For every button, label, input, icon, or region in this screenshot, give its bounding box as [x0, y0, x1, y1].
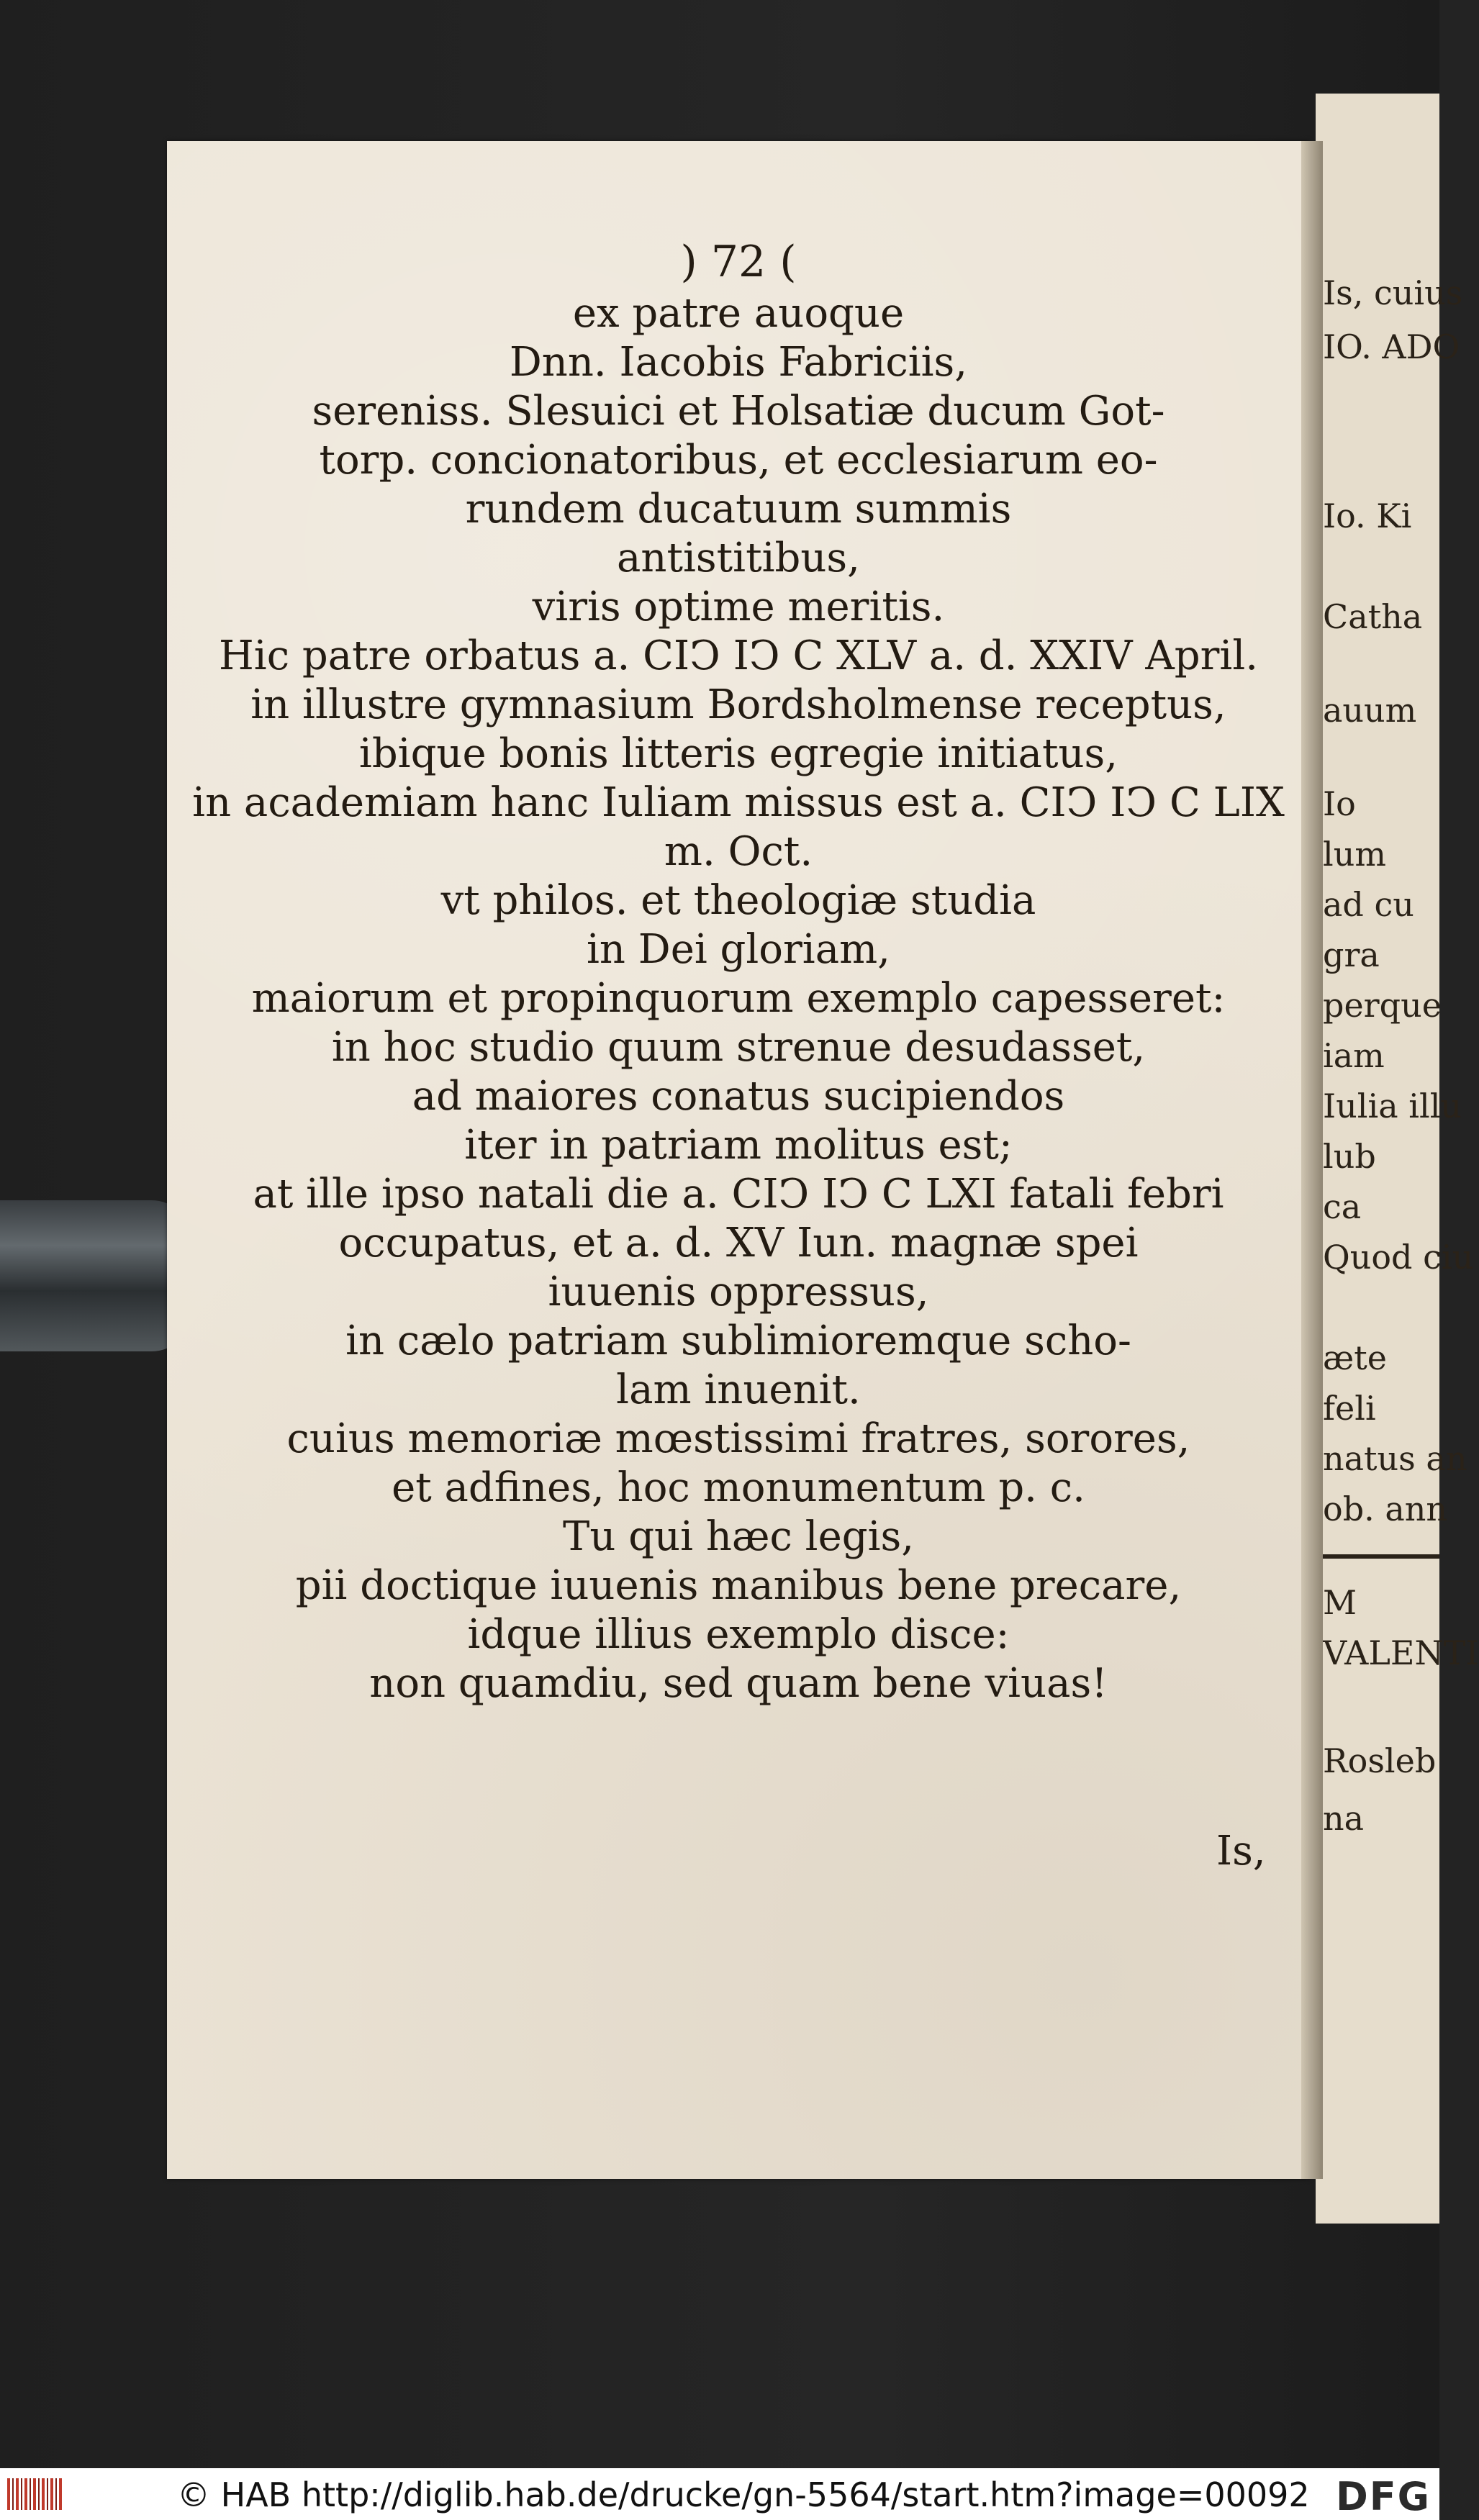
dfg-logo: DFG — [1335, 2474, 1431, 2519]
facing-page-fragment: Catha — [1323, 597, 1423, 636]
text-line: torp. concionatoribus, et ecclesiarum eo- — [319, 437, 1158, 484]
text-line: in hoc studio quum strenue desudasset, — [331, 1024, 1146, 1071]
text-line: sereniss. Slesuici et Holsatiæ ducum Got- — [312, 388, 1165, 435]
text-line: rundem ducatuum summis — [465, 486, 1012, 532]
facing-page-fragment: auum — [1323, 691, 1417, 730]
facing-page-fragment: Rosleb — [1323, 1741, 1437, 1780]
facing-page-fragment: feli — [1323, 1389, 1376, 1428]
barcode-logo-icon — [7, 2478, 62, 2510]
text-line: ex patre auoque — [572, 290, 905, 337]
text-line: non quamdiu, sed quam bene viuas! — [369, 1660, 1108, 1707]
facing-page — [1316, 94, 1479, 2224]
text-line: lam inuenit. — [616, 1366, 861, 1413]
facing-page-fragment: na — [1323, 1799, 1365, 1838]
footer-bar — [0, 2468, 1439, 2520]
text-line: cuius memoriæ mœstissimi fratres, sorores, — [286, 1415, 1190, 1462]
facing-page-fragment: æte — [1323, 1338, 1387, 1377]
text-line: iuuenis oppressus, — [548, 1269, 929, 1315]
text-line: iter in patriam molitus est; — [464, 1122, 1013, 1169]
text-line: occupatus, et a. d. XV Iun. magnæ spei — [338, 1220, 1139, 1266]
text-line: idque illius exemplo disce: — [467, 1611, 1010, 1658]
text-line: vt philos. et theologiæ studia — [440, 877, 1036, 924]
text-line: m. Oct. — [664, 828, 813, 875]
text-line: in academiam hanc Iuliam missus est a. CIↃ IↃ C LIX — [192, 779, 1285, 826]
facing-page-fragment: Is, cuius — [1323, 273, 1463, 312]
facing-page-fragment: M — [1323, 1583, 1357, 1622]
facing-page-fragment: lum — [1323, 835, 1386, 874]
facing-page-fragment: Iulia illu — [1323, 1087, 1462, 1125]
facing-page-fragment: ad cu — [1323, 885, 1414, 924]
text-line: antistitibus, — [617, 535, 860, 581]
text-line: pii doctique iuuenis manibus bene precare, — [295, 1562, 1182, 1609]
facing-page-fragment: IO. ADO — [1323, 327, 1460, 366]
text-line: maiorum et propinquorum exemplo capesseret: — [251, 975, 1226, 1022]
facing-page-fragment: gra — [1323, 935, 1380, 974]
facing-page-fragment: natus an — [1323, 1439, 1467, 1478]
text-line: Tu qui hæc legis, — [562, 1513, 915, 1560]
facing-page-fragment: iam — [1323, 1036, 1385, 1075]
page-number: ) 72 ( — [680, 237, 797, 287]
facing-page-fragment: ob. ann — [1323, 1490, 1448, 1528]
copyright-url[interactable]: © HAB http://diglib.hab.de/drucke/gn-5564/start.htm?image=00092 — [177, 2475, 1310, 2514]
page-holder-clip — [0, 1200, 194, 1351]
facing-page-fragment: VALENTI — [1323, 1633, 1479, 1672]
text-line: in Dei gloriam, — [587, 926, 890, 973]
text-line: ibique bonis litteris egregie initiatus, — [358, 730, 1118, 777]
text-line: at ille ipso natali die a. CIↃ IↃ C LXI fatali febri — [253, 1171, 1224, 1218]
facing-page-fragment: perque — [1323, 986, 1442, 1025]
text-line: et adfines, hoc monumentum p. c. — [392, 1464, 1085, 1511]
text-line: ad maiores conatus sucipiendos — [412, 1073, 1065, 1120]
text-line: Dnn. Iacobis Fabriciis, — [509, 339, 968, 386]
text-line: in cælo patriam sublimioremque scho- — [345, 1318, 1131, 1364]
text-line: Hic patre orbatus a. CIↃ IↃ C XLV a. d. XXIV April. — [218, 633, 1259, 679]
facing-page-fragment: lub — [1323, 1137, 1376, 1176]
text-line: viris optime meritis. — [532, 584, 945, 630]
text-line: in illustre gymnasium Bordsholmense receptus, — [250, 681, 1226, 728]
facing-page-fragment: Io. Ki — [1323, 497, 1412, 535]
page-text — [167, 237, 1310, 1708]
catchword: Is, — [1216, 1828, 1266, 1875]
facing-page-fragment: Io — [1323, 784, 1356, 823]
facing-page-rule — [1316, 1554, 1439, 1559]
facing-page-fragment: Quod ciu — [1323, 1238, 1474, 1277]
facing-page-fragment: ca — [1323, 1187, 1362, 1226]
